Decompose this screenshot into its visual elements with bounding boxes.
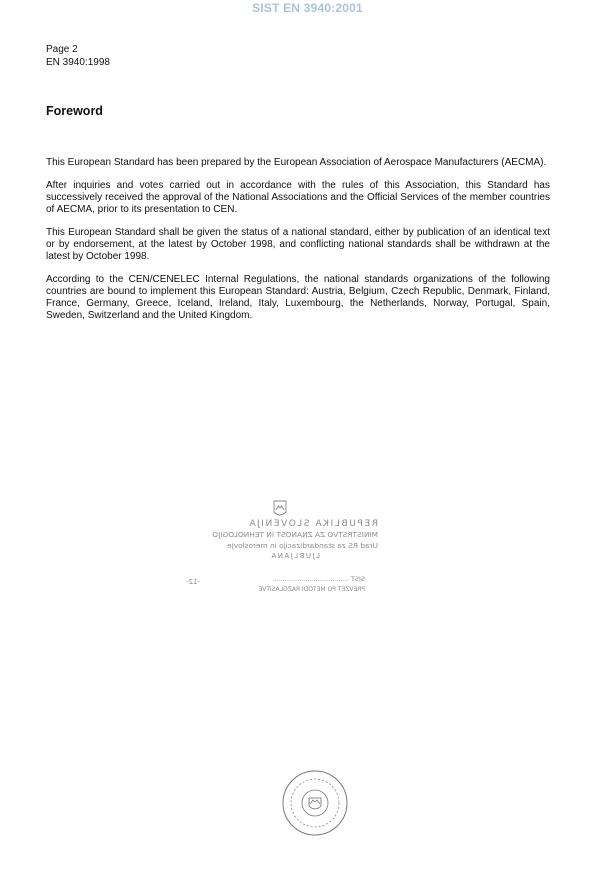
coat-of-arms-icon <box>274 501 286 515</box>
watermark: SIST EN 3940:2001 <box>252 1 363 15</box>
stamp-line: LJUBLJANA <box>269 552 320 560</box>
paragraph: After inquiries and votes carried out in accordance with the rules of this Association, this Standard has successively received the approval of the National Associations and the Official Services of the member countries of AECMA, prior to its presentation to CEN. <box>46 180 550 215</box>
foreword-body <box>46 157 550 333</box>
stamp-line: REPUBLIKA SLOVENIJA <box>247 519 378 529</box>
round-seal-icon <box>280 768 350 838</box>
paragraph: According to the CEN/CENELEC Internal Regulations, the national standards organizations of the following countries are bound to implement this European Standard: Austria, Belgium, Czech Republic, Denmark, Finland, France, Germany, Greece, Iceland, Ireland, Italy, Luxembourg, the Netherlands, Norway, Portugal, Spain, Sweden, Switzerland and the United Kingdom. <box>46 274 550 321</box>
paragraph: This European Standard has been prepared by the European Association of Aerospace Manufacturers (AECMA). <box>46 157 547 168</box>
document-id: EN 3940:1998 <box>46 57 110 68</box>
stamp-line: SIST .................................... <box>274 575 365 583</box>
paragraph: This European Standard shall be given the status of a national standard, either by publication of an identical text or by endorsement, at the latest by October 1998, and conflicting national standards shall be withdrawn at the latest by October 1998. <box>46 227 550 262</box>
section-title: Foreword <box>46 104 103 118</box>
stamp-line: PREVZET PO METODI RAZGLASITVE <box>258 586 365 593</box>
stamp-line: MINISTRSTVO ZA ZNANOST IN TEHNOLOGIJO <box>212 530 378 539</box>
page-number: Page 2 <box>46 44 78 55</box>
stamp-line: Urad RS za standardizacijo in meroslovje <box>227 541 378 550</box>
stamp-mark: -12- <box>186 578 200 586</box>
official-stamp <box>150 498 390 598</box>
page-header <box>46 43 110 69</box>
